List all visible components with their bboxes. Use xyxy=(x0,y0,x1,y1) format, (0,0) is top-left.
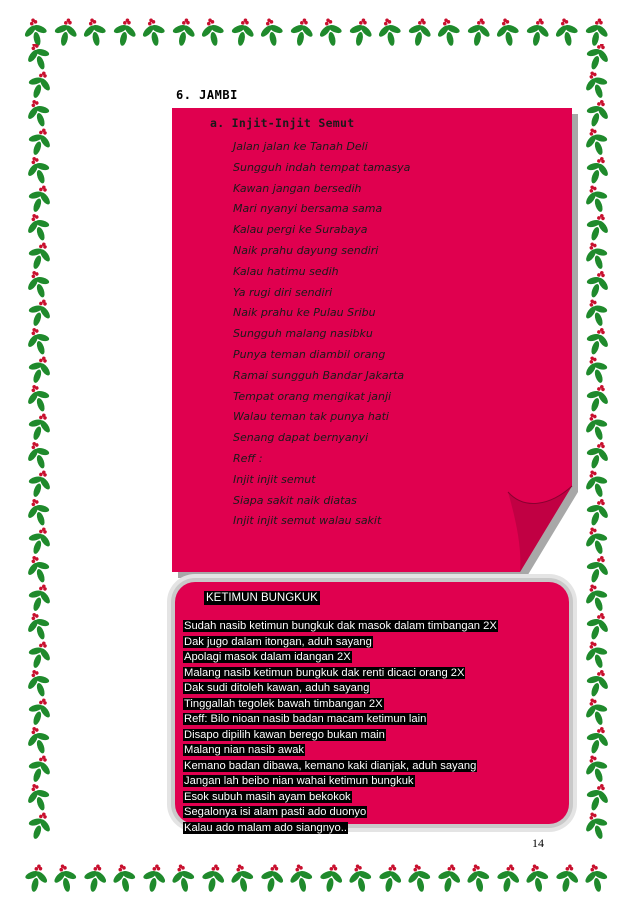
lyric-text: Disapo dipilih kawan berego bukan main xyxy=(184,728,385,741)
lyric-line: Kawan jangan bersedih xyxy=(233,181,362,195)
holly-icon xyxy=(582,124,612,159)
border-right xyxy=(582,44,612,856)
holly-icon xyxy=(24,124,54,159)
lyric-line: Jalan jalan ke Tanah Deli xyxy=(233,140,368,153)
holly-icon xyxy=(24,495,54,530)
holly-icon xyxy=(24,324,54,359)
lyric-line: Sungguh malang nasibku xyxy=(233,327,373,341)
lyric-text: Jangan lah beibo nian wahai ketimun bungkuk xyxy=(184,775,414,787)
holly-icon xyxy=(79,16,109,48)
holly-icon xyxy=(24,694,54,729)
holly-icon xyxy=(24,637,54,672)
holly-icon xyxy=(24,580,54,615)
holly-icon xyxy=(582,694,612,729)
holly-icon xyxy=(582,181,612,216)
lyric-line: Mari nyanyi bersama sama xyxy=(233,202,383,216)
holly-icon xyxy=(582,352,612,387)
border-top xyxy=(0,6,638,50)
lyric-line xyxy=(183,663,498,679)
holly-icon xyxy=(582,466,612,501)
lyric-text: Dak jugo dalam itongan, aduh sayang xyxy=(184,635,372,648)
holly-icon xyxy=(24,523,54,558)
holly-icon xyxy=(24,295,54,330)
border-bottom xyxy=(0,852,638,896)
holly-icon xyxy=(582,409,612,444)
holly-icon xyxy=(197,16,227,48)
holly-icon xyxy=(24,466,54,501)
lyric-text: Kemano badan dibawa, kemano kaki dianjak, aduh sayang xyxy=(184,759,477,772)
holly-icon xyxy=(198,862,228,894)
holly-icon xyxy=(523,16,553,48)
lyric-line: Kalau hatimu sedih xyxy=(233,264,339,278)
lyric-text: Apolagi masok dalam idangan 2X xyxy=(184,651,351,663)
holly-icon xyxy=(24,780,54,815)
holly-icon xyxy=(582,381,612,416)
holly-icon xyxy=(24,44,54,74)
lyric-line: Reff : xyxy=(233,451,263,465)
lyric-text: Malang nian nasib awak xyxy=(184,744,305,756)
lyric-line xyxy=(183,709,498,725)
lyric-line xyxy=(183,740,498,756)
holly-icon xyxy=(582,267,612,302)
holly-icon xyxy=(287,16,317,48)
holly-icon xyxy=(433,16,463,48)
holly-icon xyxy=(80,862,110,894)
holly-icon xyxy=(582,723,612,758)
holly-icon xyxy=(51,16,81,48)
holly-icon xyxy=(345,862,375,894)
holly-icon xyxy=(582,153,612,188)
lyric-line xyxy=(183,647,498,663)
lyric-text: Kalau ado malam ado siangnyo.. xyxy=(184,821,347,834)
lyric-line: Injit injit semut xyxy=(233,472,316,486)
lyric-line: Naik prahu ke Pulau Sribu xyxy=(233,306,376,320)
holly-icon xyxy=(24,238,54,273)
holly-icon xyxy=(24,609,54,644)
lyric-line: Tempat orang mengikat janji xyxy=(233,389,392,403)
holly-icon xyxy=(24,96,54,131)
holly-icon xyxy=(551,16,581,48)
lyric-line: Ramai sungguh Bandar Jakarta xyxy=(233,368,405,382)
holly-icon xyxy=(463,862,493,894)
holly-icon xyxy=(168,862,198,894)
holly-icon xyxy=(24,552,54,587)
holly-icon xyxy=(582,96,612,131)
holly-icon xyxy=(581,862,611,894)
lyric-line: Kalau pergi ke Surabaya xyxy=(233,223,368,237)
holly-icon xyxy=(582,780,612,815)
holly-icon xyxy=(227,862,257,894)
holly-icon xyxy=(24,181,54,216)
holly-icon xyxy=(346,16,376,48)
holly-icon xyxy=(552,862,582,894)
lyric-line xyxy=(183,787,498,803)
holly-icon xyxy=(434,862,464,894)
section-title: 6. JAMBI xyxy=(176,88,238,102)
holly-icon xyxy=(24,352,54,387)
page-number: 14 xyxy=(532,836,544,850)
holly-icon xyxy=(492,16,522,48)
song1-title: a. Injit-Injit Semut xyxy=(210,116,355,130)
holly-icon xyxy=(522,862,552,894)
lyric-line xyxy=(183,632,498,648)
lyric-line xyxy=(183,725,498,741)
lyric-line: Injit injit semut walau sakit xyxy=(233,514,382,528)
lyric-line xyxy=(183,678,498,694)
lyric-line: Punya teman diambil orang xyxy=(233,347,386,361)
holly-icon xyxy=(24,267,54,302)
lyric-line: Sungguh indah tempat tamasya xyxy=(233,160,411,174)
lyric-text: Esok subuh masih ayam bekokok xyxy=(184,790,351,803)
holly-icon xyxy=(404,862,434,894)
lyric-line xyxy=(183,771,498,787)
holly-icon xyxy=(405,16,435,48)
holly-icon xyxy=(582,552,612,587)
song2-title: KETIMUN BUNGKUK xyxy=(206,592,318,604)
holly-icon xyxy=(464,16,494,48)
lyric-line: Siapa sakit naik diatas xyxy=(233,493,357,507)
holly-icon xyxy=(257,862,287,894)
holly-icon xyxy=(582,210,612,245)
holly-icon xyxy=(50,862,80,894)
holly-icon xyxy=(582,523,612,558)
border-left xyxy=(24,44,54,856)
lyric-text: Dak sudi ditoleh kawan, aduh sayang xyxy=(184,682,370,694)
lyric-text: Sudah nasib ketimun bungkuk dak masok dalam timbangan 2X xyxy=(184,620,497,632)
holly-icon xyxy=(24,409,54,444)
holly-icon xyxy=(256,16,286,48)
lyric-line: Naik prahu dayung sendiri xyxy=(233,243,379,257)
holly-icon xyxy=(374,16,404,48)
holly-icon xyxy=(316,862,346,894)
lyric-line: Ya rugi diri sendiri xyxy=(233,285,333,299)
lyric-text: Reff: Bilo nioan nasib badan macam ketimun lain xyxy=(184,713,427,725)
holly-icon xyxy=(582,609,612,644)
holly-icon xyxy=(493,862,523,894)
holly-icon xyxy=(582,637,612,672)
holly-icon xyxy=(582,808,612,843)
holly-icon xyxy=(24,666,54,701)
holly-icon xyxy=(582,238,612,273)
holly-icon xyxy=(24,153,54,188)
holly-icon xyxy=(315,16,345,48)
holly-icon xyxy=(110,16,140,48)
holly-icon xyxy=(169,16,199,48)
holly-icon xyxy=(24,751,54,786)
holly-icon xyxy=(139,862,169,894)
holly-icon xyxy=(582,324,612,359)
holly-icon xyxy=(21,862,51,894)
holly-icon xyxy=(582,44,612,74)
holly-icon xyxy=(24,381,54,416)
holly-icon xyxy=(109,862,139,894)
holly-icon xyxy=(286,862,316,894)
holly-icon xyxy=(24,723,54,758)
holly-icon xyxy=(582,495,612,530)
holly-icon xyxy=(582,751,612,786)
lyric-line xyxy=(183,818,498,834)
holly-icon xyxy=(24,808,54,843)
holly-icon xyxy=(375,862,405,894)
lyric-line xyxy=(183,802,498,818)
holly-icon xyxy=(24,210,54,245)
lyric-text: Tinggallah tegolek bawah timbangan 2X xyxy=(184,697,383,710)
holly-icon xyxy=(24,67,54,102)
holly-icon xyxy=(582,666,612,701)
holly-icon xyxy=(24,438,54,473)
lyric-line: Senang dapat bernyanyi xyxy=(233,431,369,445)
song1-lyrics xyxy=(233,137,410,532)
lyric-line: Walau teman tak punya hati xyxy=(233,410,389,424)
holly-icon xyxy=(582,295,612,330)
holly-icon xyxy=(582,438,612,473)
lyric-text: Malang nasib ketimun bungkuk dak renti dicaci orang 2X xyxy=(184,666,465,679)
lyric-text: Segalonya isi alam pasti ado duonyo xyxy=(184,806,367,818)
holly-icon xyxy=(138,16,168,48)
lyric-line xyxy=(183,756,498,772)
song-injit-injit-semut xyxy=(210,116,411,528)
lyric-line xyxy=(183,694,498,710)
lyric-line xyxy=(183,616,498,632)
holly-icon xyxy=(582,67,612,102)
holly-icon xyxy=(582,580,612,615)
holly-icon xyxy=(228,16,258,48)
song2-lyrics xyxy=(183,616,498,833)
